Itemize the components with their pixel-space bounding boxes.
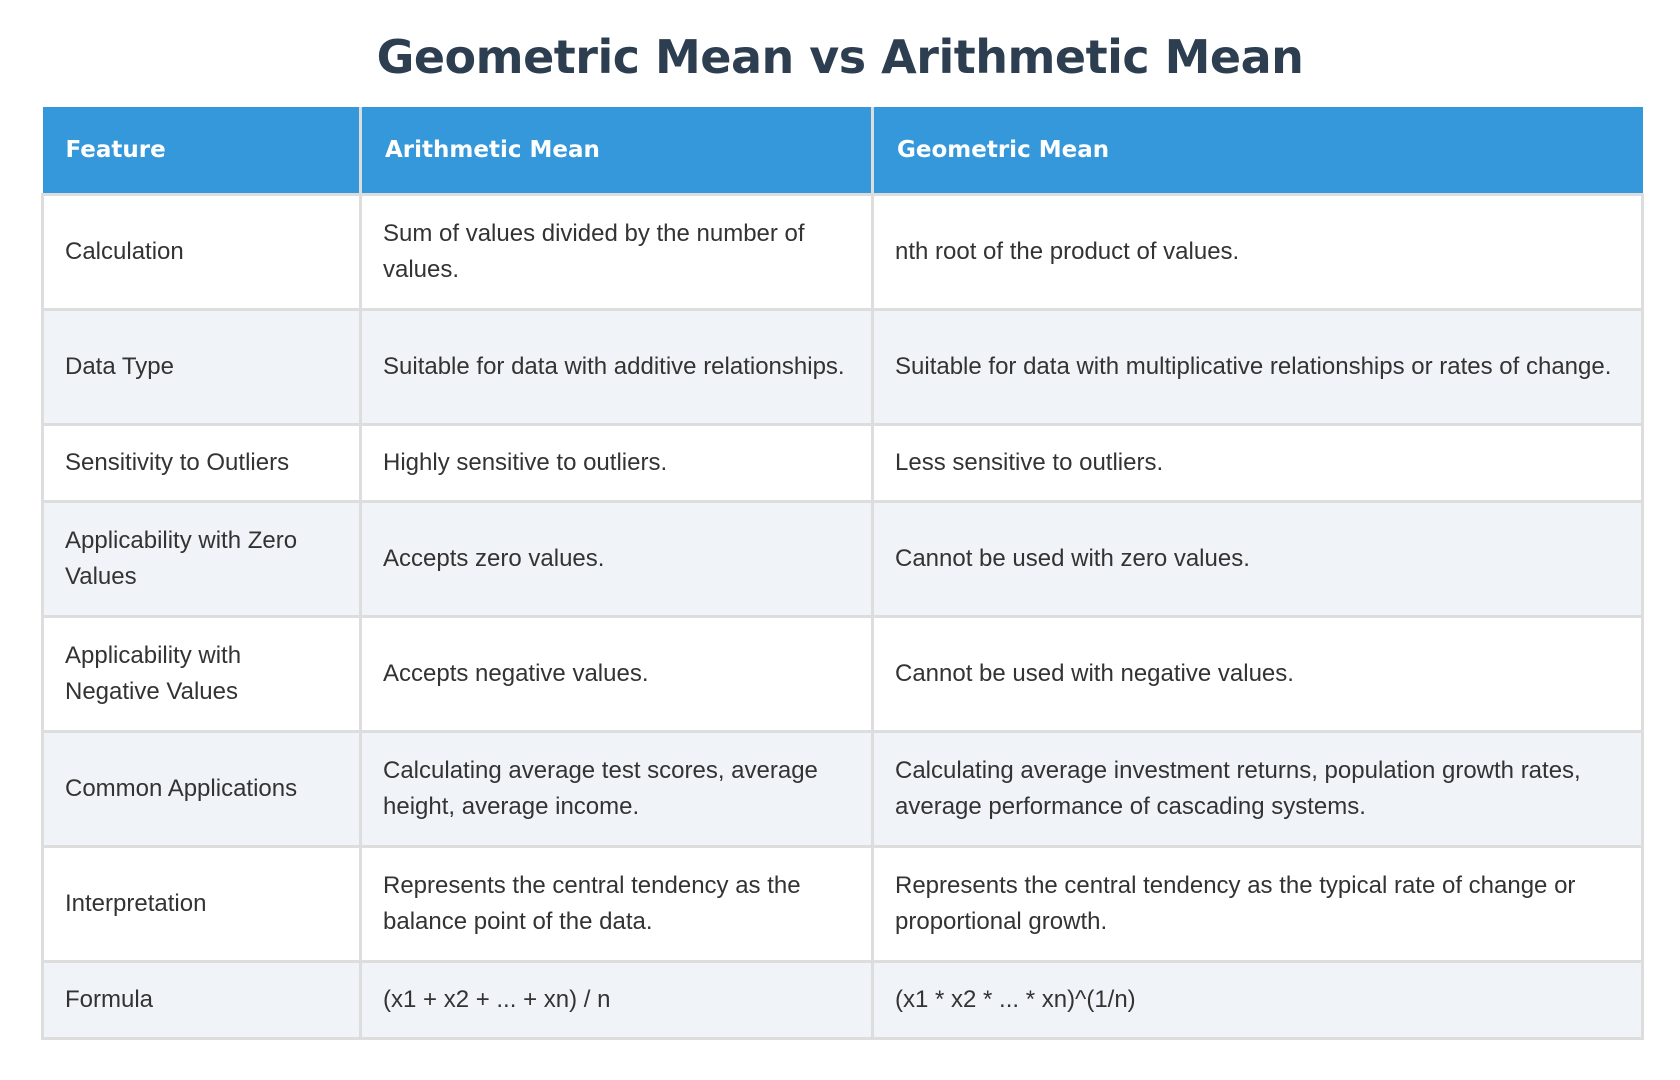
table-row <box>43 962 1643 1039</box>
arithmetic-cell: Suitable for data with additive relationships. <box>361 310 873 425</box>
feature-cell: Applicability with Negative Values <box>43 617 361 732</box>
arithmetic-cell: Highly sensitive to outliers. <box>361 425 873 502</box>
table-row <box>43 732 1643 847</box>
arithmetic-cell: Calculating average test scores, average height, average income. <box>361 732 873 847</box>
geometric-cell: Represents the central tendency as the typical rate of change or proportional growth. <box>873 847 1643 962</box>
comparison-table <box>41 107 1644 1040</box>
table-row <box>43 617 1643 732</box>
header-feature: Feature <box>43 107 361 195</box>
feature-cell: Applicability with Zero Values <box>43 502 361 617</box>
feature-cell: Data Type <box>43 310 361 425</box>
feature-cell: Interpretation <box>43 847 361 962</box>
feature-cell: Formula <box>43 962 361 1039</box>
arithmetic-cell: Represents the central tendency as the balance point of the data. <box>361 847 873 962</box>
arithmetic-cell: Accepts negative values. <box>361 617 873 732</box>
table-row <box>43 310 1643 425</box>
geometric-cell: Cannot be used with zero values. <box>873 502 1643 617</box>
header-geometric-mean: Geometric Mean <box>873 107 1643 195</box>
table-row <box>43 847 1643 962</box>
geometric-cell: nth root of the product of values. <box>873 195 1643 310</box>
table-row <box>43 425 1643 502</box>
feature-cell: Common Applications <box>43 732 361 847</box>
geometric-cell: Calculating average investment returns, population growth rates, average performance of cascading systems. <box>873 732 1643 847</box>
arithmetic-cell: (x1 + x2 + ... + xn) / n <box>361 962 873 1039</box>
header-arithmetic-mean: Arithmetic Mean <box>361 107 873 195</box>
feature-cell: Sensitivity to Outliers <box>43 425 361 502</box>
geometric-cell: (x1 * x2 * ... * xn)^(1/n) <box>873 962 1643 1039</box>
arithmetic-cell: Accepts zero values. <box>361 502 873 617</box>
arithmetic-cell: Sum of values divided by the number of values. <box>361 195 873 310</box>
table-header-row <box>43 107 1643 195</box>
geometric-cell: Cannot be used with negative values. <box>873 617 1643 732</box>
feature-cell: Calculation <box>43 195 361 310</box>
table-row <box>43 195 1643 310</box>
page-title: Geometric Mean vs Arithmetic Mean <box>376 30 1304 84</box>
geometric-cell: Suitable for data with multiplicative relationships or rates of change. <box>873 310 1643 425</box>
table-row <box>43 502 1643 617</box>
geometric-cell: Less sensitive to outliers. <box>873 425 1643 502</box>
